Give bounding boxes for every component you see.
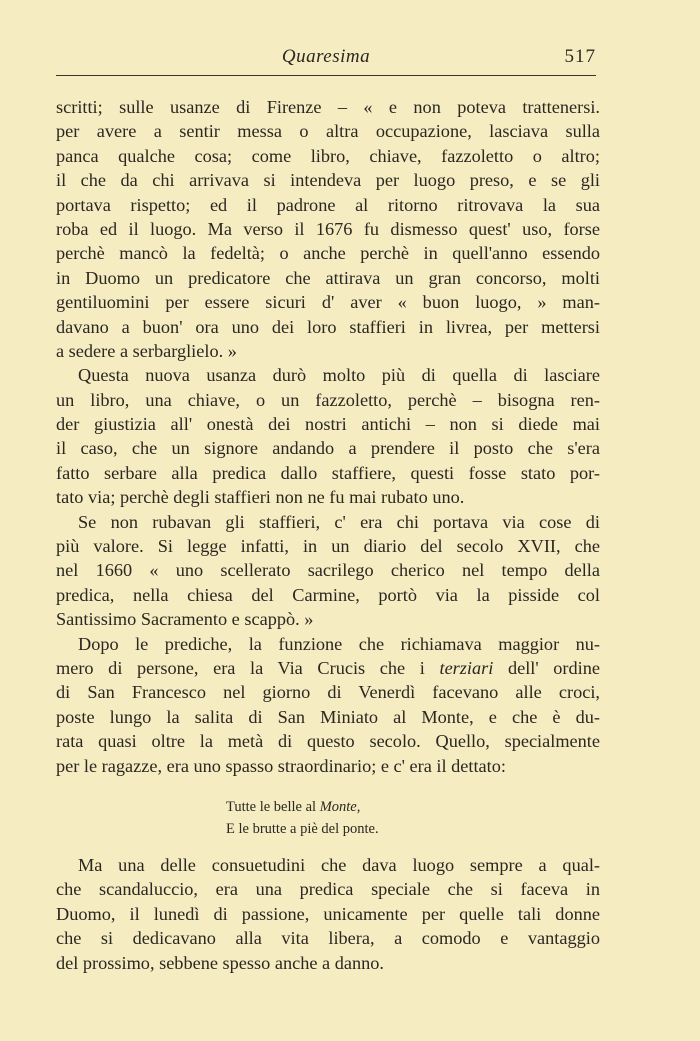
final-paragraph: [56, 853, 600, 975]
verse-italic: Monte,: [319, 799, 361, 815]
verse-line: E le brutte a piè del ponte.: [226, 821, 379, 837]
text-line: un libro, una chiave, o un fazzoletto, perchè – bisogna ren-: [56, 389, 600, 410]
text-line: il che da chi arrivava si intendeva per luogo preso, e se gli: [56, 170, 600, 191]
text-line: gentiluomini per essere sicuri d' aver « buon luogo, » man-: [56, 292, 600, 313]
text-line: scritti; sulle usanze di Firenze – « e non poteva trattenersi.: [56, 97, 600, 117]
text-line: che si dedicavano alla vita libera, a comodo e vantaggio: [56, 928, 600, 949]
italic-word: terziari: [439, 657, 494, 678]
text-line: in Duomo un predicatore che attirava un gran concorso, molti: [56, 267, 600, 288]
header-rule: [56, 75, 596, 76]
text-line: per le ragazze, era uno spasso straordinario; e c' era il dettato:: [56, 755, 506, 776]
text-line: Se non rubavan gli staffieri, c' era chi portava via cose di: [78, 511, 600, 532]
verse-quote: [226, 796, 526, 840]
verse-fragment: Tutte le belle al: [226, 799, 320, 815]
text-line: perchè mancò la fedeltà; o anche perchè in quell'anno essendo: [56, 243, 600, 264]
body-text: [56, 95, 600, 778]
text-line: Questa nuova usanza durò molto più di quella di lasciare: [78, 365, 600, 386]
text-line: tato via; perchè degli staffieri non ne fu mai rubato uno.: [56, 487, 465, 508]
text-line: del prossimo, sebbene spesso anche a danno.: [56, 952, 384, 973]
text-line: di San Francesco nel giorno di Venerdì facevano alle croci,: [56, 682, 600, 703]
text-line: [56, 656, 600, 680]
text-line: portava rispetto; ed il padrone al ritorno ritrovava la sua: [56, 194, 600, 215]
text-fragment: dell' ordine: [493, 657, 600, 678]
text-line: nel 1660 « uno scellerato sacrilego cherico nel tempo della: [56, 560, 600, 581]
text-line: predica, nella chiesa del Carmine, portò via la pisside col: [56, 584, 600, 605]
text-line: più valore. Si legge infatti, in un diario del secolo XVII, che: [56, 536, 600, 557]
text-line: Dopo le prediche, la funzione che richiamava maggior nu-: [78, 633, 600, 654]
text-line: der giustizia all' onestà dei nostri antichi – non si diede mai: [56, 414, 600, 435]
running-head: [56, 46, 596, 70]
running-title: Quaresima: [281, 46, 371, 67]
text-line: Duomo, il lunedì di passione, unicamente per quelle tali donne: [56, 903, 600, 924]
text-line: per avere a sentir messa o altra occupazione, lasciava sulla: [56, 121, 600, 142]
verse-line: [226, 796, 526, 818]
page-number: 517: [564, 46, 596, 67]
text-line: rata quasi oltre la metà di questo secolo. Quello, specialmente: [56, 731, 600, 752]
text-line: panca qualche cosa; come libro, chiave, fazzoletto o altro;: [56, 145, 600, 166]
text-line: a sedere a serbarglielo. »: [56, 340, 237, 361]
text-line: roba ed il luogo. Ma verso il 1676 fu dismesso quest' uso, forse: [56, 218, 600, 239]
text-line: davano a buon' ora uno dei loro staffieri in livrea, per mettersi: [56, 316, 600, 337]
text-line: il caso, che un signore andando a prendere il posto che s'era: [56, 438, 600, 459]
text-fragment: mero di persone, era la Via Crucis che i: [56, 657, 425, 678]
text-line: Ma una delle consuetudini che dava luogo sempre a qual-: [78, 855, 600, 875]
text-line: fatto serbare alla predica dallo staffiere, questi fosse stato por-: [56, 462, 600, 483]
text-line: Santissimo Sacramento e scappò. »: [56, 609, 314, 630]
text-line: poste lungo la salita di San Miniato al Monte, e che è du-: [56, 706, 600, 727]
text-line: che scandaluccio, era una predica speciale che si faceva in: [56, 879, 600, 900]
